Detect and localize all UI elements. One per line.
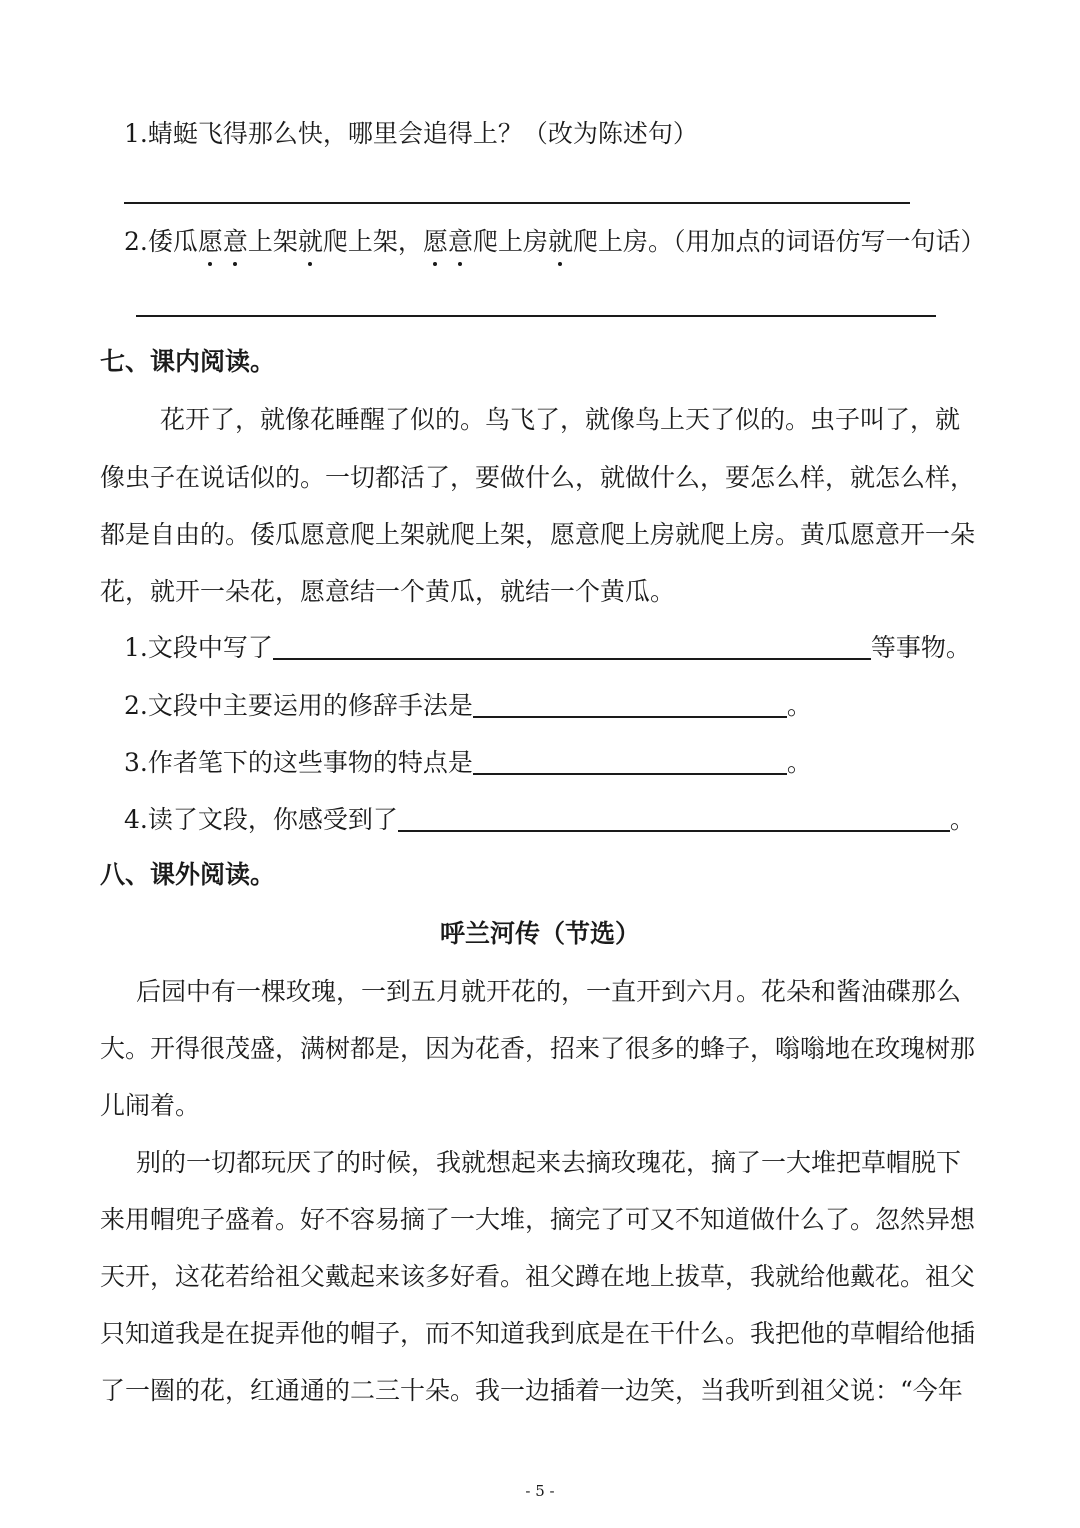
question-prefix: 4.读了文段，你感受到了 <box>124 805 398 834</box>
article-line: 了一圈的花，红通通的二三十朵。我一边插着一边笑，当我听到祖父说：“今年 <box>100 1376 963 1405</box>
q6-answer-line-2[interactable] <box>136 315 936 317</box>
article-line: 儿闹着。 <box>100 1091 201 1120</box>
passage-line: 像虫子在说话似的。一切都活了，要做什么，就做什么，要怎么样，就怎么样， <box>100 463 976 492</box>
dotted-character: 意 <box>447 227 473 256</box>
answer-blank[interactable] <box>473 688 787 718</box>
article-line: 大。开得很茂盛，满树都是，因为花香，招来了很多的蜂子，嗡嗡地在玫瑰树那 <box>100 1034 976 1063</box>
passage-line: 都是自由的。倭瓜愿意爬上架就爬上架，愿意爬上房就爬上房。黄瓜愿意开一朵 <box>100 520 976 549</box>
article-line: 来用帽兜子盛着。好不容易摘了一大堆，摘完了可又不知道做什么了。忽然异想 <box>100 1205 976 1234</box>
question-7-2 <box>124 686 812 726</box>
text-segment: 爬上房 <box>472 227 548 256</box>
article-title: 呼兰河传（节选） <box>439 919 640 948</box>
text-segment: 上架 <box>247 227 298 256</box>
q6-answer-line-1[interactable] <box>124 202 910 204</box>
answer-blank[interactable] <box>398 802 950 832</box>
question-7-3 <box>124 743 812 783</box>
passage-line: 花开了，就像花睡醒了似的。鸟飞了，就像鸟上天了似的。虫子叫了，就 <box>160 405 961 434</box>
section-8-heading: 八、课外阅读。 <box>100 860 276 889</box>
article-line: 别的一切都玩厌了的时候，我就想起来去摘玫瑰花，摘了一大堆把草帽脱下 <box>136 1148 962 1177</box>
q6-item-2 <box>124 222 986 262</box>
question-prefix: 2.文段中主要运用的修辞手法是 <box>124 691 473 720</box>
text-segment: 2.倭瓜 <box>124 227 198 256</box>
text-segment: 爬上房。（用加点的词语仿写一句话） <box>573 227 986 256</box>
dotted-character: 愿 <box>422 227 448 256</box>
question-suffix: 。 <box>949 805 975 834</box>
answer-blank[interactable] <box>473 745 787 775</box>
article-line: 天开，这花若给祖父戴起来该多好看。祖父蹲在地上拔草，我就给他戴花。祖父 <box>100 1262 976 1291</box>
page-number: - 5 - <box>525 1482 555 1500</box>
question-suffix: 。 <box>786 691 812 720</box>
passage-line: 花，就开一朵花，愿意结一个黄瓜，就结一个黄瓜。 <box>100 577 676 606</box>
question-prefix: 3.作者笔下的这些事物的特点是 <box>124 748 473 777</box>
question-prefix: 1.文段中写了 <box>124 633 273 662</box>
answer-blank[interactable] <box>273 630 871 660</box>
article-line: 只知道我是在捉弄他的帽子，而不知道我到底是在干什么。我把他的草帽给他插 <box>100 1319 976 1348</box>
question-suffix: 等事物。 <box>870 633 971 662</box>
article-line: 后园中有一棵玫瑰，一到五月就开花的，一直开到六月。花朵和酱油碟那么 <box>136 977 962 1006</box>
question-suffix: 。 <box>786 748 812 777</box>
section-7-heading: 七、课内阅读。 <box>100 347 276 376</box>
text-segment: 爬上架， <box>322 227 423 256</box>
question-7-4 <box>124 800 975 840</box>
dotted-character: 就 <box>297 227 323 256</box>
q6-item-1: 1.蜻蜓飞得那么快，哪里会追得上？（改为陈述句） <box>124 119 698 148</box>
dotted-character: 意 <box>222 227 248 256</box>
dotted-character: 愿 <box>197 227 223 256</box>
question-7-1 <box>124 628 971 668</box>
dotted-character: 就 <box>547 227 573 256</box>
